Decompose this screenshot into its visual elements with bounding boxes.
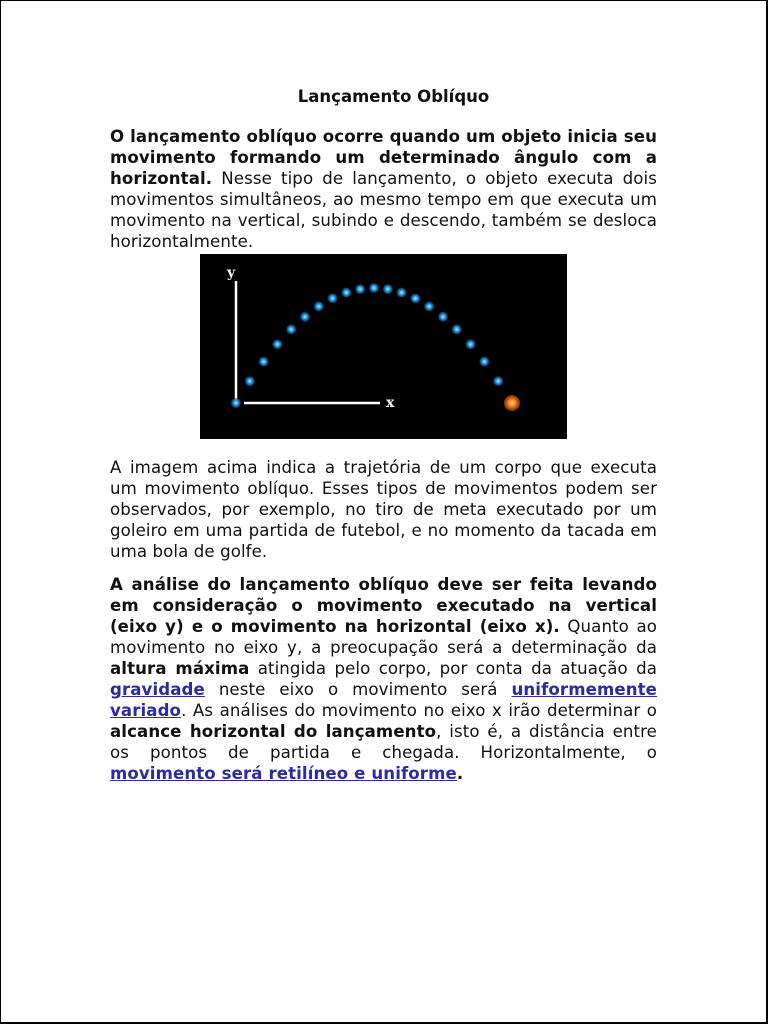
trajectory-dot (410, 293, 420, 303)
trajectory-dot (438, 312, 448, 322)
trajectory-dot (452, 324, 462, 334)
trajectory-dot (231, 398, 241, 408)
trajectory-dot (314, 301, 324, 311)
trajectory-dot (341, 288, 351, 298)
analysis-text-3: neste eixo o movimento será (204, 680, 512, 699)
trajectory-dot (397, 288, 407, 298)
analysis-text-4: . As análises do movimento no eixo x irão determinar o (181, 701, 657, 720)
trajectory-dot (383, 284, 393, 294)
trajectory-dot (424, 301, 434, 311)
document-body (110, 86, 657, 784)
analysis-bold-lead: A análise do lançamento oblíquo deve ser feita levando em consideração o movimento executado na vertical (eixo y) e o movimento na horizontal (eixo x). (110, 575, 657, 636)
link-movimento-retilineo-uniforme[interactable]: movimento será retilíneo e uniforme (110, 764, 457, 783)
trajectory-dot (259, 357, 269, 367)
intro-text: Nesse tipo de lançamento, o objeto executa dois movimentos simultâneos, ao mesmo tempo em que executa um movimento na vertical, subindo e descendo, também se desloca horizontalmente. (110, 169, 657, 251)
trajectory-dot (493, 376, 503, 386)
link-uniformemente-variado[interactable]: uniformemente variado (110, 680, 657, 720)
paragraph-analysis (110, 574, 657, 784)
analysis-text-1: Quanto ao movimento no eixo y, a preocupação será a determinação da (110, 617, 657, 657)
trajectory-dot (300, 312, 310, 322)
trajectory-final-dot (504, 395, 520, 411)
page-title: Lançamento Oblíquo (297, 87, 490, 106)
trajectory-dot (479, 357, 489, 367)
trajectory-dots (231, 283, 520, 411)
y-axis-label: y (227, 265, 236, 281)
trajectory-dot (355, 284, 365, 294)
analysis-final-period: . (456, 764, 464, 783)
intro-bold-lead: O lançamento oblíquo ocorre quando um objeto inicia seu movimento formando um determinado ângulo com a horizontal. (110, 127, 657, 188)
trajectory-dot (369, 283, 379, 293)
link-gravidade[interactable]: gravidade (110, 680, 205, 699)
bold-altura-maxima: altura máxima (110, 659, 250, 678)
paragraph-intro (110, 126, 657, 252)
x-axis-label: x (386, 395, 395, 411)
bold-alcance-horizontal: alcance horizontal do lançamento (110, 722, 437, 741)
trajectory-dot (245, 376, 255, 386)
trajectory-dot (286, 324, 296, 334)
trajectory-figure (200, 254, 567, 439)
trajectory-dot (272, 339, 282, 349)
trajectory-dot (466, 339, 476, 349)
trajectory-diagram (200, 254, 567, 439)
paragraph-examples: A imagem acima indica a trajetória de um corpo que executa um movimento oblíquo. Esses tipos de movimentos podem ser observados, por exemplo, no tiro de meta executado por um goleiro em uma partida de futebol, e no momento da tacada em uma bola de golfe. (110, 458, 657, 561)
trajectory-dot (328, 293, 338, 303)
analysis-text-2: atingida pelo corpo, por conta da atuação da (249, 659, 657, 678)
analysis-text-5: , isto é, a distância entre os pontos de partida e chegada. Horizontalmente, o (110, 722, 657, 762)
